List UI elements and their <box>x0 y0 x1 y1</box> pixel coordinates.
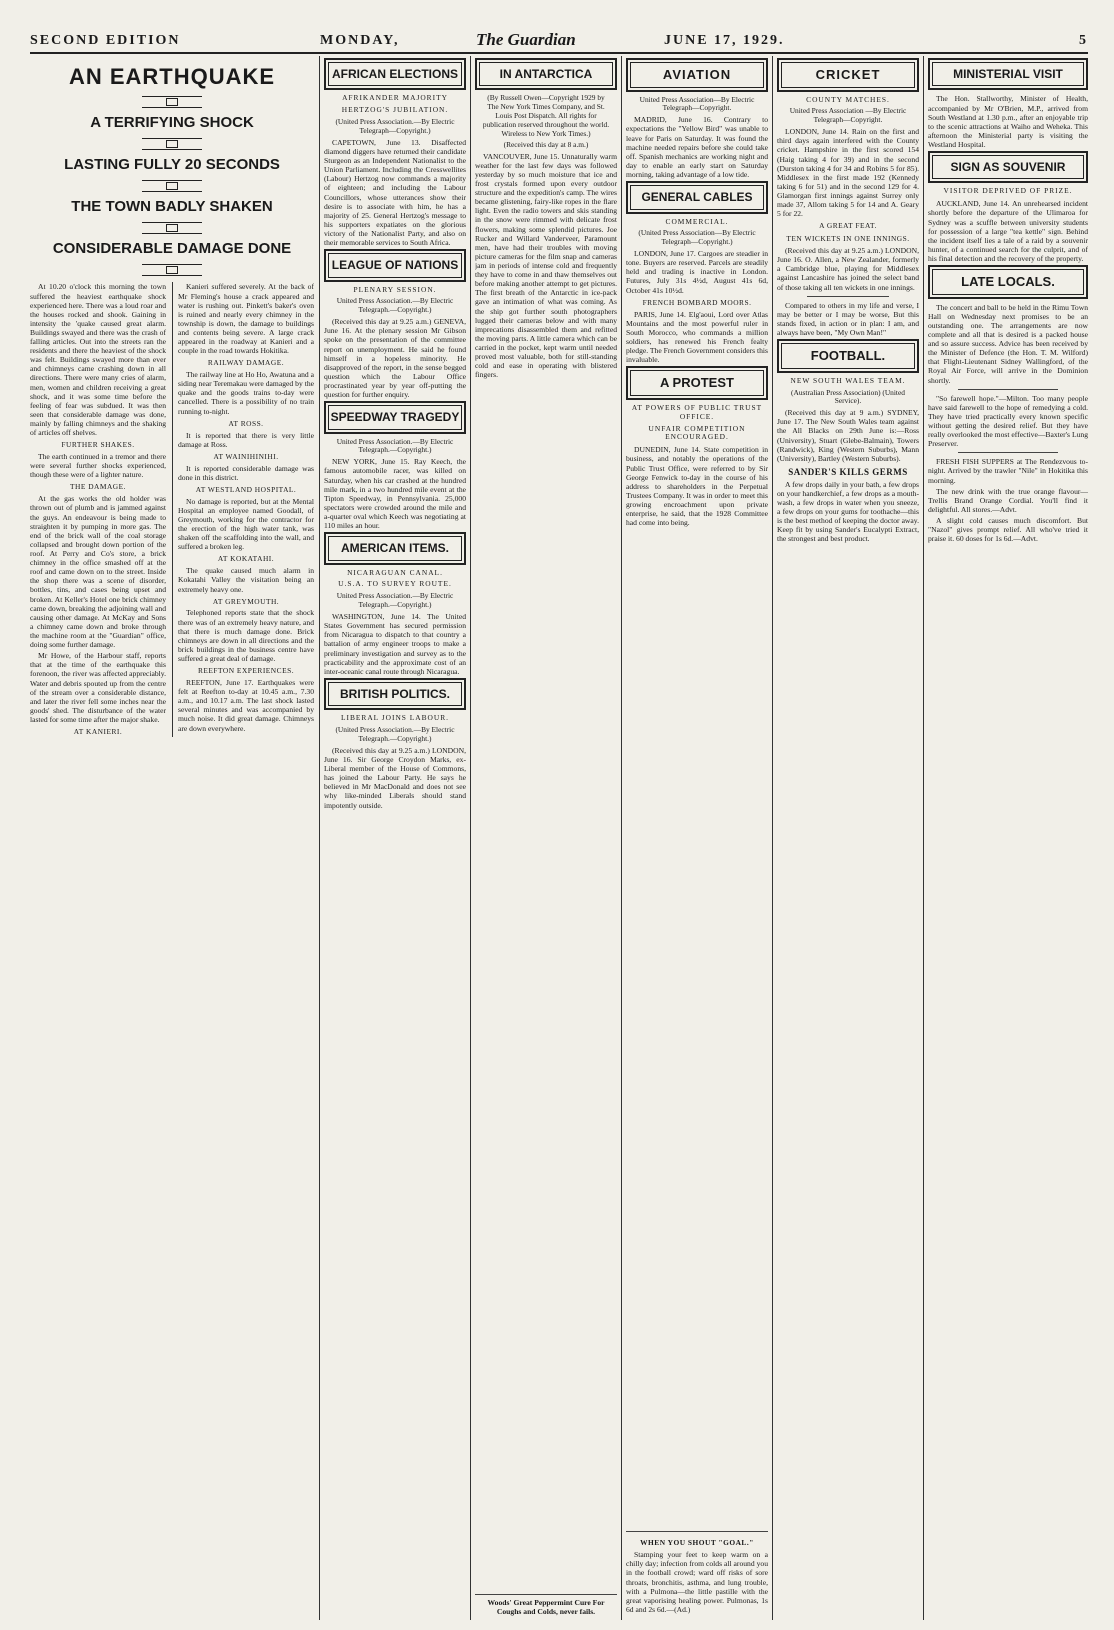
column-rule <box>772 56 773 1620</box>
article-paragraph: LONDON, June 17. Cargoes are steadier in tone. Buyers are reserved. Parcels are steadily held and trading is inactive in London. Futures, July 31s 4½d, August 41s 6d, October 41s 10½d. <box>626 249 768 295</box>
article-paragraph: (Received this day at 9.25 a.m.) LONDON, June 16. Sir George Croydon Marks, ex-Liberal member of the House of Commons, has joined the Labour Party. He says he believed in Mr MacDonald and does not see why like-minded Liberals should stand impotently outside. <box>324 745 466 810</box>
divider-ornament <box>142 180 202 192</box>
article-paragraph: NEW YORK, June 15. Ray Keech, the famous automobile racer, was killed on Saturday, when his car crashed at the hundred mile mark, in a two hundred mile event at the Tipton Speedway, in Pennsylvania. 25,000 spectators were crowded around the mile and a-quarter oval which Keech was negotiating at 110 miles an hour. <box>324 457 466 531</box>
wire-credit: United Press Association—By Electric Telegraph—Copyright. <box>639 94 755 113</box>
headline-football: FOOTBALL. <box>781 343 915 369</box>
article-paragraph: PARIS, June 14. Elg'aoui, Lord over Atlas Mountains and the most powerful ruler in South Morocco, who commands a million soldiers, has renewed his French fealty pledge. The French Government considers this invaluable. <box>626 309 768 365</box>
wire-credit: (Australian Press Association) (United Service). <box>791 387 905 406</box>
subheadline: LIBERAL JOINS LABOUR. <box>341 713 449 723</box>
edition-label: SECOND EDITION <box>30 33 181 48</box>
subheadline: AFRIKANDER MAJORITY <box>342 93 448 103</box>
headline-box <box>324 401 466 433</box>
advertisement-woods: Woods' Great Peppermint Cure For Coughs and Colds, never fails. <box>475 1594 617 1616</box>
earthquake-body <box>30 282 314 737</box>
article-paragraph: Mr Howe, of the Harbour staff, reports that at the time of the earthquake this forenoon, the river was affected appreciably. Water and debris spouted up from the centre of the stream over a considerable distance, and later the river fell some inches near the goods' shed. The disturbance of the water lasted for some time after the major shake. <box>30 651 166 724</box>
subheadline: UNFAIR COMPETITION ENCOURAGED. <box>648 423 746 442</box>
headline-box <box>626 181 768 213</box>
headline-aviation: AVIATION <box>630 62 764 88</box>
page-number: 5 <box>1079 33 1088 48</box>
wire-credit: United Press Association —By Electric Telegraph—Copyright. <box>789 106 907 125</box>
subheadline: VISITOR DEPRIVED OF PRIZE. <box>943 186 1073 196</box>
wire-credit: (By Russell Owen—Copyright 1929 by The New York Times Company, and St. Louis Post Dispatch. All rights for publication reserved throughout the world. Wireless to New York Times.) <box>482 93 610 138</box>
subheadline: PLENARY SESSION. <box>353 284 437 294</box>
section-heading: THE DAMAGE. <box>70 482 126 492</box>
divider <box>958 452 1058 453</box>
subheadline: LASTING FULLY 20 SECONDS <box>64 156 280 174</box>
column-sport <box>777 56 919 1620</box>
headline-box <box>777 339 919 373</box>
headline-box <box>324 678 466 710</box>
section-heading: REEFTON EXPERIENCES. <box>197 666 295 676</box>
headline-box <box>324 58 466 90</box>
article-paragraph: (Received this day at 9 a.m.) SYDNEY, June 17. The New South Wales team against the All Blacks on 29th June is:—Ross (University), Stuart (Glebe-Balmain), Towers (Randwick), King (Western Suburbs), Mann (University), Bartley (Western Suburbs). <box>777 408 919 463</box>
headline-box <box>928 151 1088 183</box>
wire-credit: (United Press Association.—By Electric Telegraph.—Copyright.) <box>335 725 455 744</box>
subheadline: CONSIDERABLE DAMAGE DONE <box>52 240 292 258</box>
article-paragraph: REEFTON, June 17. Earthquakes were felt at Reefton to-day at 10.45 a.m., 7.30 a.m., and 10.17 a.m. The last shock lasted several minutes and was accompanied by much noise. It did great damage. Chimneys are down everywhere. <box>178 678 314 733</box>
article-paragraph: At the gas works the old holder was thrown out of plumb and is jammed against the guys. An endeavour is being made to straighten it by pumping in more gas. The end of the brick wall of the coal storage collapsed and brought down portion of the roof. At Perry and Co's store, a brick chimney in the office smashed off at the roof and came down on to the street. Inside the shop there was a scene of disorder, bottles, tins, and cases being upset and broken. At Keller's Hotel one brick chimney came down, breaking the adjoining wall and causing other damage. At McKay and Sons a chimney came down and broke through the machine room at the "Guardian" office, doing some further damage. <box>30 494 166 650</box>
subheadline: COUNTY MATCHES. <box>806 94 890 104</box>
ad-text: A few drops daily in your bath, a few drops on your handkerchief, a few drops as a mouth-wash, a few drops in water when you sneeze, a few drops on your gums for toothache—this is the best method of keeping the doctor away. Keep fit by using Sander's Eucalypti Extract, the strongest and best product. <box>777 479 919 544</box>
headline-box <box>777 58 919 92</box>
divider-ornament <box>142 222 202 234</box>
section-heading: A GREAT FEAT. <box>819 221 877 231</box>
article-paragraph: At 10.20 o'clock this morning the town suffered the heaviest earthquake shock experienced here. There was a loud roar and the houses rocked and shook. Gaining in intensity the 'quake caused great alarm. Buildings swayed and there was the crash of falling articles. Out into the streets ran the residents and there the heaviest of the shock was felt. Buildings swayed more than ever and chimneys came crashing down in all directions. There were many cries of alarm, men, women and children receiving a great shock, and it was some time before the feeling of fear was subdued. It was then seen that considerable damage was done, mainly by falling chimneys and the shaking of articles off shelves. <box>30 282 166 438</box>
section-heading: AT KANIERI. <box>73 727 123 737</box>
headline-british-politics: BRITISH POLITICS. <box>328 682 462 706</box>
headline-ministerial-visit: MINISTERIAL VISIT <box>932 62 1084 86</box>
article-paragraph: CAPETOWN, June 13. Disaffected diamond diggers have returned their candidate Sturgeon as an Independent Nationalist to the Union Parliament. Including the Cresswellites (Labour) Hertzog now commands a majority of eighteen; and including the Labour Councillors, whose utterances show their desire is to associate with him, he has a majority of 25. General Hertzog's message to his supporters expatiates on the glorious victory of the Nationalist Party, and also on their memorable services to South Africa. <box>324 137 466 248</box>
headline-league-of-nations: LEAGUE OF NATIONS <box>328 253 462 277</box>
headline-earthquake: AN EARTHQUAKE <box>68 64 276 89</box>
subheadline: A TERRIFYING SHOCK <box>90 114 254 132</box>
article-paragraph: VANCOUVER, June 15. Unnaturally warm weather for the last few days was followed yesterday by so much moisture that ice and frost crystals formed upon every outdoor structure and the expedition's camp. The wires became glistening, fairy-like ropes in the flare light. Even the radio towers and skis standing in the snow were rimmed with delicate frost flowers, making some splendid pictures. Joe Rucker and Willard Vanderveer, Paramount men, have had their troubles with moving picture cameras for the film snap and cameras jam in periods of intense cold and frequently they have to come in and thaw themselves out before making another attempt to get pictures. The first breath of the Antarctic in ice-pack gave an intimation of what was coming. As the ship got further south photographers lugged their cameras below and with many imprecations disassembled them and refitted the moving parts. A little camera which can be carried in the pocket, kept warm until needed proved most valuable, both for still-standing cold and ease in operating with blistered fingers. <box>475 151 617 380</box>
issue-date: JUNE 17, 1929. <box>664 33 785 48</box>
headline-box <box>626 58 768 92</box>
received-note: (Received this day at 8 a.m.) <box>503 139 589 149</box>
wire-credit: (United Press Association—By Electric Telegraph—Copyright.) <box>638 228 756 247</box>
headline-box <box>928 58 1088 90</box>
divider-ornament <box>142 264 202 276</box>
ad-text: The new drink with the true orange flavour—Trellis Brand Orange Cordial. You'll find it delightful. All stores.—Advt. <box>928 486 1088 514</box>
section-heading: AT GREYMOUTH. <box>212 596 280 606</box>
wire-credit: United Press Association.—By Electric Telegraph.—Copyright.) <box>336 296 454 315</box>
article-paragraph: Telephoned reports state that the shock there was of an extremely heavy nature, and that there is much damage done. Brick chimneys are down in all directions and the brick buildings in the business centre have suffered a great deal of damage. <box>178 608 314 664</box>
ad-text: "So farewell hope."—Milton. Too many people have said farewell to the hope of remedying a cold. They have tried practically every known specific without getting the desired relief. But they have really overlooked the most effective—Baxter's Lung Preserver. <box>928 393 1088 449</box>
headline-box <box>324 249 466 281</box>
headline-african-elections: AFRICAN ELECTIONS <box>328 62 462 86</box>
article-paragraph: LONDON, June 14. Rain on the first and third days again interfered with the County cricket. Hampshire in the first scored 154 (Haig taking 4 for 39) and in the second (Durston taking 4 for 34 and Robins 5 for 85). Middlesex in the first made 192 (Kennedy taking 6 for 51) and in the second 129 for 4. Glamorgan first innings against Surrey only made 37, Allom taking 5 for 14 and A. Geary 5 for 22. <box>777 127 919 219</box>
ad-text: Compared to others in my life and verse, I may be better or I may be worse, But this stands fixed, in action or in plan: I am, and always have been, "My Own Man!" <box>777 300 919 337</box>
column-earthquake <box>30 56 314 1620</box>
subheadline: AT POWERS OF PUBLIC TRUST OFFICE. <box>631 402 763 421</box>
column-antarctica <box>475 56 617 1620</box>
article-paragraph: It is reported that there is very little damage at Ross. <box>178 430 314 449</box>
headline-box <box>928 265 1088 299</box>
headline-cricket: CRICKET <box>781 62 915 88</box>
subheadline: COMMERCIAL. <box>665 216 729 226</box>
ad-text: FRESH FISH SUPPERS at The Rendezvous to-night. Arrived by the trawler "Nile" in Hokitika this morning. <box>928 457 1088 485</box>
ad-heading: WHEN YOU SHOUT "GOAL." <box>640 1538 754 1548</box>
article-paragraph: It is reported considerable damage was done in this district. <box>178 463 314 482</box>
divider-ornament <box>142 96 202 108</box>
headline-box <box>475 58 617 90</box>
ad-heading-sanders: SANDER'S KILLS GERMS <box>788 466 908 477</box>
wire-credit: (United Press Association.—By Electric Telegraph—Copyright.) <box>335 117 455 136</box>
wire-credit: United Press Association.—By Electric Telegraph.—Copyright.) <box>336 436 454 455</box>
column-cables <box>626 56 768 1620</box>
section-heading: AT ROSS. <box>228 418 264 428</box>
article-paragraph: No damage is reported, but at the Mental Hospital an employee named Goodall, of Greymouth, working for the contractor for the erection of the high water tank, was shaken off the scaffolding into the wall, and suffered a broken leg. <box>178 496 314 552</box>
divider <box>807 296 889 297</box>
subheadline: U.S.A. TO SURVEY ROUTE. <box>338 579 452 589</box>
section-heading: FURTHER SHAKES. <box>61 440 135 450</box>
column-rule <box>470 56 471 1620</box>
headline-a-protest: A PROTEST <box>630 370 764 396</box>
article-paragraph: (Received this day at 9.25 a.m.) LONDON, June 16. O. Allen, a New Zealander, formerly a Cambridge blue, playing for Middlesex against Lancashire has joined the select band of those taking all ten wickets in one innings. <box>777 246 919 292</box>
masthead <box>30 30 1088 54</box>
article-paragraph: WASHINGTON, June 14. The United States Government has secured permission from Nicaragua to dispatch to that country a battalion of army engineer troops to make a preliminary investigation and survey as to the practicability and the approximate cost of an inter-oceanic canal route through Nicaragua. <box>324 612 466 676</box>
column-rule <box>923 56 924 1620</box>
section-heading: FRENCH BOMBARD MOORS. <box>642 297 752 307</box>
subheadline: HERTZOG'S JUBILATION. <box>341 105 449 115</box>
subheadline: THE TOWN BADLY SHAKEN <box>71 198 273 216</box>
column-world-news <box>324 56 466 1620</box>
article-paragraph: AUCKLAND, June 14. An unrehearsed incident shortly before the departure of the Ulimaroa for Sydney was a scuffle between university students for possession of a large "tea kettle" sign. Behind the incident itself lies a tale of a raid by a souvenir hunter, of a continued search for the culprit, and of his final detection and the recovery of the property. <box>928 199 1088 263</box>
subheadline: NICARAGUAN CANAL. <box>347 567 443 577</box>
headline-american-items: AMERICAN ITEMS. <box>328 536 462 560</box>
section-heading: AT WAINIHINIHI. <box>213 451 279 461</box>
article-paragraph: DUNEDIN, June 14. State competition in business, and notably the operations of the Public Trust Office, were referred to by Sir George Fenwick to-day in the course of his address to shareholders in the Perpetual Trustees Company. It was in order to meet this growing encroachment upon private enterprise, he said, that the 1928 Committee had come into being. <box>626 445 768 528</box>
headline-general-cables: GENERAL CABLES <box>630 185 764 209</box>
article-paragraph: Kanieri suffered severely. At the back of Mr Fleming's house a crack appeared and water is rushing out. Pinkett's baker's oven is ruined and nearly every chimney in the township is down, the damage to buildings and contents being severe. A large crack appeared in the roadway at Kanieri and a couple in the road towards Hokitika. <box>178 282 314 356</box>
newspaper-columns <box>30 56 1088 1620</box>
article-paragraph: (Received this day at 9.25 a.m.) GENEVA, June 16. At the plenary session Mr Gibson spoke on the presentation of the committee report on unemployment. He said he found himself in a hopeless minority. He disapproved of the report, in the sense begged question which the Labour Office procrastinated year by year off-putting the question for further enquiry. <box>324 317 466 400</box>
article-paragraph: MADRID, June 16. Contrary to expectations the "Yellow Bird" was unable to leave for Paris on Saturday. It was found the machine needed repairs before she could take off. Spanish mechanics are working night and day to enable an early start on Saturday morning, taking advantage of a low tide. <box>626 115 768 179</box>
article-paragraph: The quake caused much alarm in Kokatahi Valley the visitation being an extremely heavy one. <box>178 566 314 594</box>
headline-sign-as-souvenir: SIGN AS SOUVENIR <box>932 155 1084 179</box>
wire-credit: United Press Association.—By Electric Telegraph.—Copyright.) <box>336 591 454 610</box>
day-label: MONDAY, <box>320 33 400 48</box>
divider-ornament <box>142 138 202 150</box>
article-paragraph: The Hon. Stallworthy, Minister of Health, accompanied by Mr O'Brien, M.P., arrived from South Westland at 1.30 p.m., after an enjoyable trip to the scenic attractions at Waiho and Weheka. This afternoon the Ministerial party is visiting the Westland Hospital. <box>928 94 1088 149</box>
section-heading: AT WESTLAND HOSPITAL. <box>195 484 297 494</box>
subheadline: NEW SOUTH WALES TEAM. <box>790 375 906 385</box>
headline-box <box>626 366 768 400</box>
divider <box>958 389 1058 390</box>
article-paragraph: The concert and ball to be held in the Rimu Town Hall on Wednesday next promises to be an outstanding one. The arrangements are now complete and all that is desired is a packed house and so assure success. Advice has been received by the Minister of Defence (the Hon. T. M. Wilford) that Flight-Lieutenant Sidney Wallingford, of the Royal Air Force, will arrive in the Dominion shortly. <box>928 302 1088 385</box>
headline-late-locals: LATE LOCALS. <box>932 269 1084 295</box>
section-heading: RAILWAY DAMAGE. <box>207 358 285 368</box>
column-locals <box>928 56 1088 1620</box>
headline-speedway-tragedy: SPEEDWAY TRAGEDY <box>328 405 462 429</box>
ad-text: A slight cold causes much discomfort. But "Nazol" gives prompt relief. All who've tried it praise it. 60 doses for 1s 6d.—Advt. <box>928 515 1088 544</box>
section-heading: AT KOKATAHI. <box>217 554 275 564</box>
section-heading: TEN WICKETS IN ONE INNINGS. <box>786 234 910 244</box>
headline-box <box>324 532 466 564</box>
paper-title: The Guardian <box>476 30 576 49</box>
column-rule <box>319 56 320 1620</box>
advertisement-pulmonas <box>626 1531 768 1616</box>
column-rule <box>621 56 622 1620</box>
ad-text: Stamping your feet to keep warm on a chilly day; infection from colds all around you in the football crowd; ward off risks of sore throats, bronchitis, asthma, and lung trouble, with a Pulmona—the little pastille with the great vaporising healing power. Pulmonas, 1s 6d and 2s 6d.—(Ad.) <box>626 1550 768 1614</box>
article-paragraph: The earth continued in a tremor and there were several further shocks experienced, though these were of a lighter nature. <box>30 452 166 480</box>
headline-in-antarctica: IN ANTARCTICA <box>479 62 613 86</box>
article-paragraph: The railway line at Ho Ho, Awatuna and a siding near Teremakau were damaged by the quake and the goods trains to-day were cancelled. There is a possibility of no train running to-night. <box>178 370 314 416</box>
